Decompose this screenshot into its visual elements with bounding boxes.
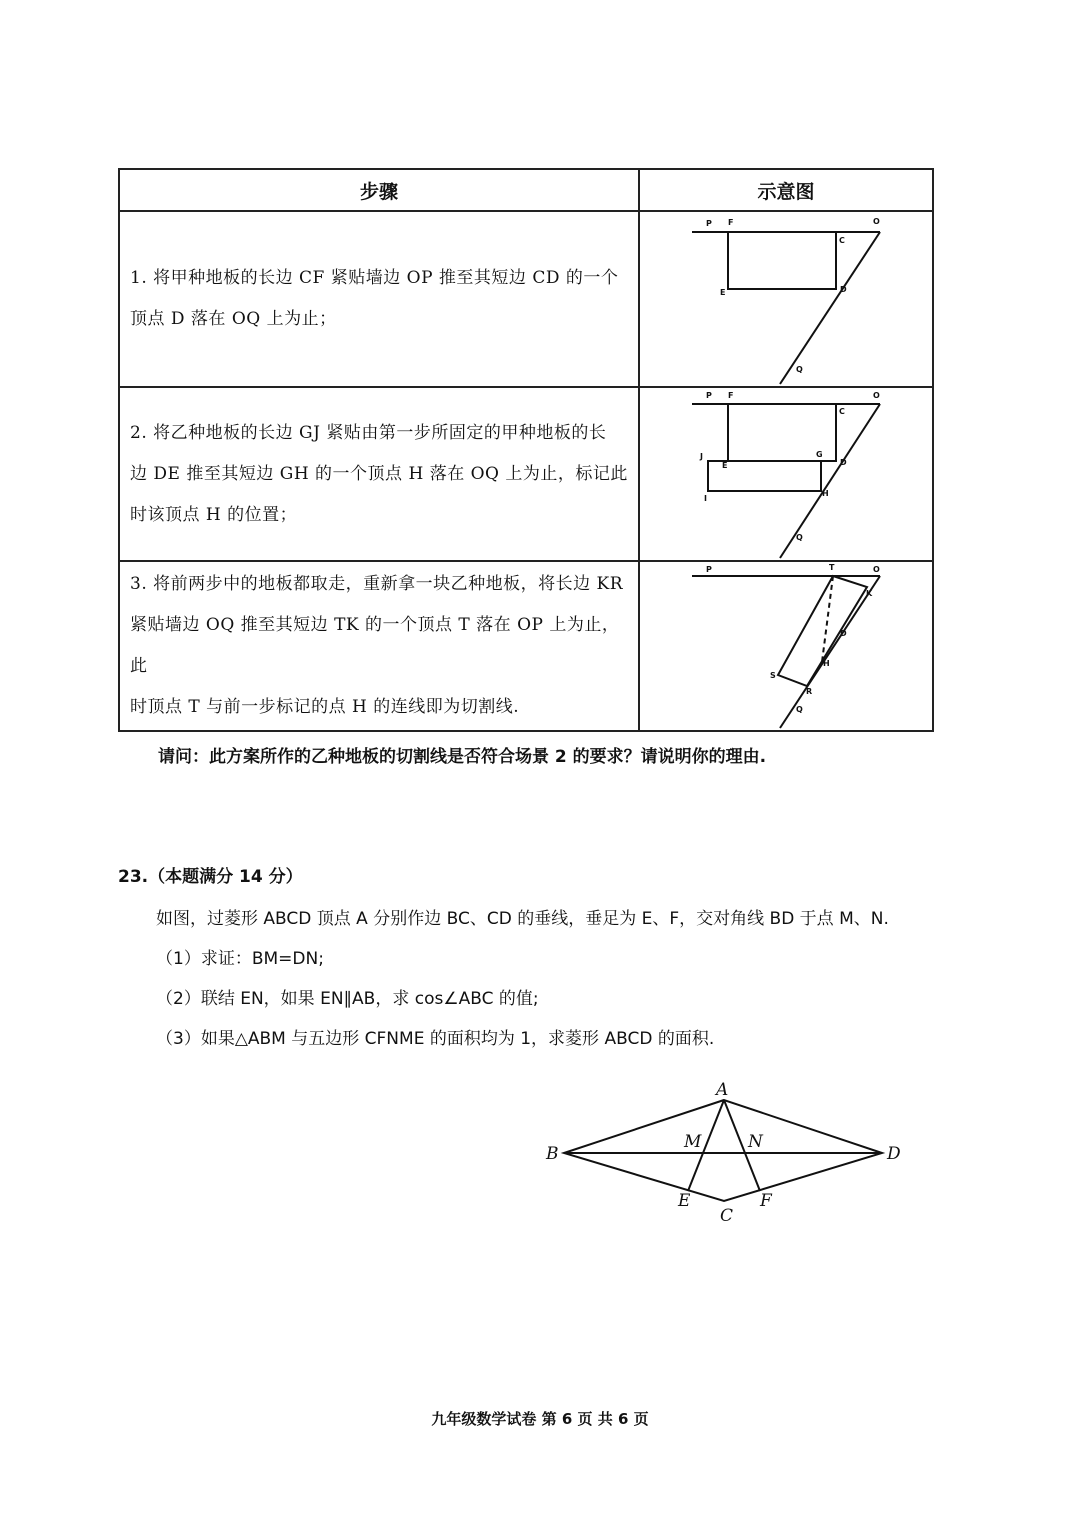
step-3-cell [119,561,639,731]
rhombus-abcd [564,1100,882,1201]
label-d: D [840,458,847,467]
label-i: I [704,494,707,503]
steps-table [118,168,934,732]
label-d: D [840,629,847,638]
label-n: N [748,1132,763,1152]
board-a [728,232,836,289]
label-m: M [684,1132,702,1152]
step-2-text: 2. 将乙种地板的长边 GJ 紧贴由第一步所固定的甲种地板的长 边 DE 推至其短边 GH 的一个顶点 H 落在 OQ 上为止，标记此 时该顶点 H 的位置； [130,422,628,525]
label-t: T [829,563,835,572]
label-c: C [720,1206,734,1226]
problem-23-part-1: （1）求证：BM=DN; [156,949,324,969]
step-2-cell [119,387,639,561]
label-s: S [770,671,776,680]
board-b-rotated [778,576,867,686]
problem-23-intro: 如图，过菱形 ABCD 顶点 A 分别作边 BC、CD 的垂线，垂足为 E、F，交对角线 BD 于点 M、N. [156,909,889,929]
page-footer: 九年级数学试卷 第 6 页 共 6 页 [431,1410,649,1428]
label-r: R [806,687,813,696]
wall-oq [780,404,880,558]
label-o: O [873,217,880,226]
header-diagram: 示意图 [639,169,933,211]
label-f: F [728,218,734,227]
step-3-text: 3. 将前两步中的地板都取走，重新拿一块乙种地板，将长边 KR 紧贴墙边 OQ 推至其短边 TK 的一个顶点 T 落在 OP 上为止，此 时顶点 T 与前一步标记的点 H 的连线即为切割线. [130,574,624,717]
label-e: E [720,288,726,297]
label-f: F [728,391,734,400]
label-c: C [839,407,845,416]
label-k: K [866,589,873,598]
diagram-3-cell [639,561,933,731]
label-j: J [700,452,703,461]
label-d: D [840,285,847,294]
label-p: P [706,219,712,228]
diagram-2-cell [639,387,933,561]
wall-oq [780,232,880,384]
problem-23-part-2: （2）联结 EN，如果 EN∥AB，求 cos∠ABC 的值; [156,989,539,1009]
label-e: E [678,1191,691,1211]
problem-23-header: 23.（本题满分 14 分） [118,867,303,887]
label-p: P [706,391,712,400]
label-g: G [816,450,823,459]
label-p: P [706,565,712,574]
label-q: Q [796,705,803,714]
step-1-cell [119,211,639,387]
label-o: O [873,565,880,574]
label-e: E [722,461,728,470]
diagram-1 [640,212,936,386]
diagram-2 [640,388,936,560]
rhombus-figure [540,1076,920,1226]
label-d: D [887,1144,901,1164]
label-h: H [823,659,830,668]
label-q: Q [796,533,803,542]
header-steps: 步骤 [119,169,639,211]
diagram-1-cell [639,211,933,387]
label-h: H [822,489,829,498]
diagram-3 [640,562,936,730]
label-o: O [873,391,880,400]
label-b: B [546,1144,559,1164]
label-c: C [839,236,845,245]
label-a: A [716,1080,729,1100]
label-q: Q [796,365,803,374]
problem-23-part-3: （3）如果△ABM 与五边形 CFNME 的面积均为 1，求菱形 ABCD 的面积. [156,1029,715,1049]
step-1-text: 1. 将甲种地板的长边 CF 紧贴墙边 OP 推至其短边 CD 的一个 顶点 D 落在 OQ 上为止； [130,268,619,329]
label-f: F [760,1191,772,1211]
scenario-question: 请问：此方案所作的乙种地板的切割线是否符合场景 2 的要求？请说明你的理由. [158,747,767,767]
